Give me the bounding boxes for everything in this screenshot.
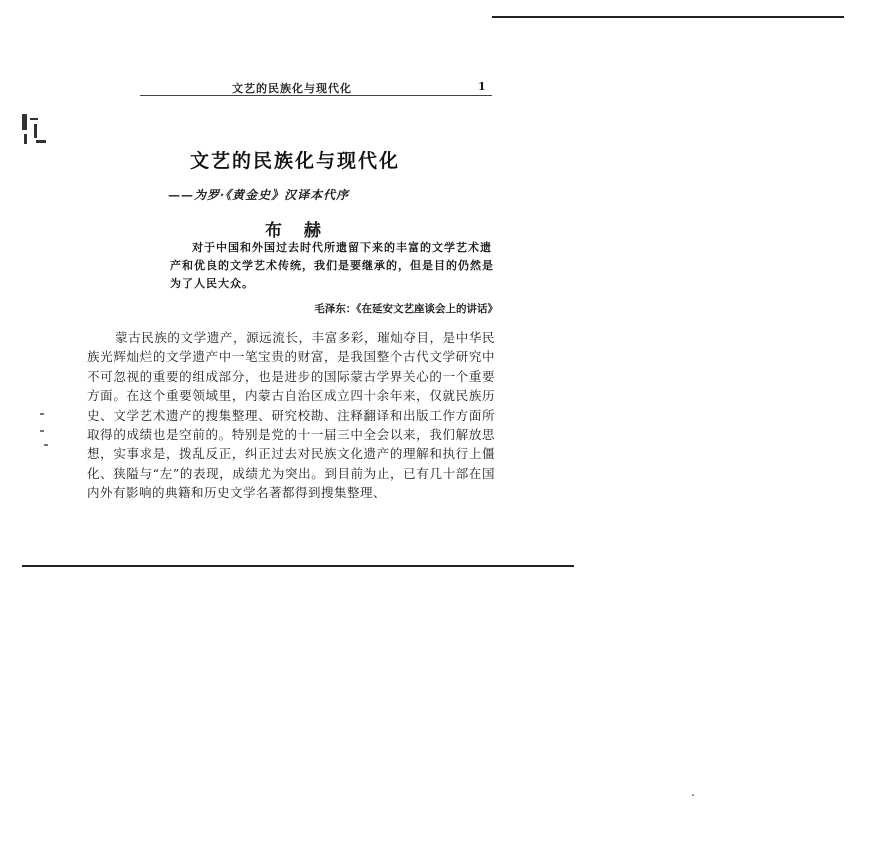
margin-speck <box>40 430 44 432</box>
scan-top-rule <box>492 16 844 18</box>
margin-binding-mark <box>36 140 46 143</box>
page-number: 1 <box>478 80 486 93</box>
epigraph: 对于中国和外国过去时代所遗留下来的丰富的文学艺术遗产和优良的文学艺术传统，我们是要继承的，但是目的仍然是为了人民大众。 <box>170 241 494 290</box>
margin-speck <box>40 413 44 415</box>
article-subtitle: ——为罗·《黄金史》汉译本代序 <box>168 188 350 202</box>
article-title: 文艺的民族化与现代化 <box>190 150 401 172</box>
margin-binding-mark <box>34 124 37 138</box>
body-paragraph: 蒙古民族的文学遗产，源远流长，丰富多彩，璀灿夺目，是中华民族光辉灿烂的文学遗产中一笔宝贵的财富，是我国整个古代文学研究中不可忽视的重要的组成部分，也是进步的国际蒙古学界关心的一个重要方面。在这个重要领域里，内蒙古自治区成立四十余年来，仅就民族历史、文学艺术遗产的搜集整理、研究校勘、注释翻译和出版工作方面所取得的成绩也是空前的。特别是党的十一届三中全会以来，我们解放思想，实事求是，拨乱反正，纠正过去对民族文化遗产的理解和执行上僵化、狭隘与“左”的表现，成绩尤为突出。到目前为止，已有几十部在国内外有影响的典籍和历史文学名著都得到搜集整理、 <box>87 330 495 501</box>
scan-speck <box>692 794 694 796</box>
scan-bottom-rule <box>22 565 574 567</box>
margin-binding-mark <box>24 134 27 144</box>
margin-binding-mark <box>22 114 27 130</box>
body-text <box>87 328 495 503</box>
article-author: 布 赫 <box>265 221 329 241</box>
margin-binding-mark <box>30 118 38 120</box>
running-title: 文艺的民族化与现代化 <box>232 82 352 95</box>
margin-speck <box>44 444 48 446</box>
epigraph-source: 毛泽东：《在延安文艺座谈会上的讲话》 <box>314 303 498 315</box>
